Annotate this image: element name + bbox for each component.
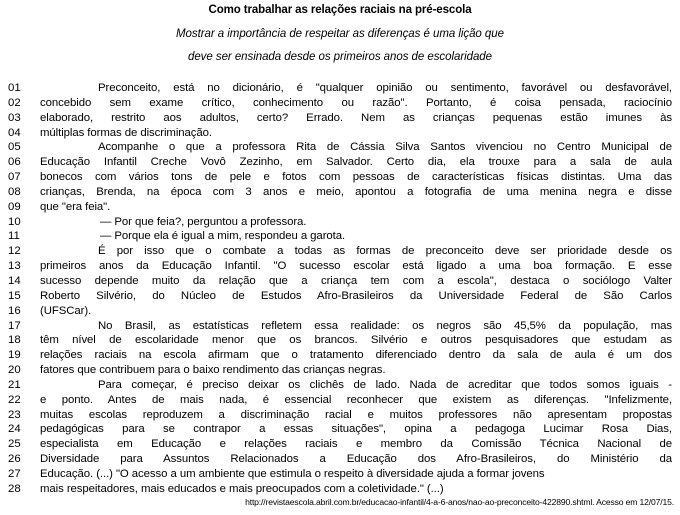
text-line	[0, 467, 680, 482]
line-number: 08	[8, 185, 21, 198]
text-line	[0, 140, 680, 155]
line-number: 20	[8, 364, 21, 377]
line-number: 17	[8, 319, 21, 332]
text-line	[0, 111, 680, 126]
numbered-text-body	[0, 81, 680, 497]
line-number: 02	[8, 96, 21, 109]
line-text: que "era feia".	[40, 200, 111, 213]
line-number: 04	[8, 126, 21, 139]
line-text: — Por que feia?, perguntou a professora.	[100, 215, 307, 228]
line-number: 23	[8, 408, 21, 421]
line-number: 06	[8, 156, 21, 169]
line-number: 05	[8, 141, 21, 154]
text-line	[0, 289, 680, 304]
line-text: fatores que contribuem para o baixo rendimento das crianças negras.	[40, 364, 386, 377]
line-text-run: Acompanhe o que a professora Rita de Cássia Silva Santos vivenciou no Centro Municipal de	[98, 141, 672, 154]
line-text	[40, 81, 672, 96]
line-text: múltiplas formas de discriminação.	[40, 126, 212, 139]
line-number: 15	[8, 289, 21, 302]
line-text: relações raciais na escola afirmam que o tratamento diferenciado dentro da sala de aula é um dos	[40, 349, 672, 362]
text-line	[0, 259, 680, 274]
line-text: crianças, Brenda, na época com 3 anos e meio, apontou a fotografia de uma menina negra e disse	[40, 185, 672, 198]
line-number: 19	[8, 349, 21, 362]
line-text: primeiros anos da Educação Infantil. "O sucesso escolar está ligado a uma boa formação. E esse	[40, 260, 672, 273]
text-line	[0, 274, 680, 289]
text-line	[0, 185, 680, 200]
text-line	[0, 200, 680, 215]
text-line	[0, 482, 680, 497]
document-subtitle-line-1: Mostrar a importância de respeitar as diferenças é uma lição que	[176, 28, 504, 40]
text-line	[0, 244, 680, 259]
line-text: (UFSCar).	[40, 304, 92, 317]
line-number: 03	[8, 111, 21, 124]
line-text	[40, 319, 672, 334]
line-number: 12	[8, 245, 21, 258]
line-number: 22	[8, 393, 21, 406]
text-line	[0, 393, 680, 408]
text-line	[0, 333, 680, 348]
line-number: 01	[8, 82, 21, 94]
line-text-run: No Brasil, as estatísticas refletem essa realidade: os negros são 45,5% da população, mas	[98, 319, 672, 332]
line-text: pedagógicas para se contrapor a essas situações", opina a pedagoga Lucimar Rosa Dias,	[40, 423, 672, 436]
line-number: 24	[8, 423, 21, 436]
page-title: Como trabalhar as relações raciais na pré-escola	[208, 4, 472, 16]
line-text-run: É por isso que o combate a todas as formas de preconceito deve ser prioridade desde os	[98, 245, 672, 258]
line-text: Educação Infantil Creche Vovô Zezinho, em Salvador. Certo dia, ela trouxe para a sala de aula	[40, 156, 672, 169]
line-text: — Porque ela é igual a mim, respondeu a garota.	[100, 230, 346, 243]
line-number: 21	[8, 378, 21, 391]
text-line	[0, 452, 680, 467]
line-text: têm nível de escolaridade menor que os brancos. Silvério e outros pesquisadores que estudam as	[40, 334, 672, 347]
text-line	[0, 363, 680, 378]
line-text	[40, 140, 672, 155]
text-line	[0, 437, 680, 452]
text-line	[0, 81, 680, 96]
line-text: mais respeitadores, mais educados e mais preocupados com a coletividade." (...)	[40, 482, 444, 495]
line-text: elaborado, restrito aos adultos, certo? Errado. Nem as crianças pequenas estão imunes às	[40, 111, 672, 124]
text-line	[0, 422, 680, 437]
line-text: Diversidade para Assuntos Relacionados a Educação dos Afro-Brasileiros, do Ministério da	[40, 453, 672, 466]
text-line	[0, 408, 680, 423]
line-text: sucesso depende muito da relação que a criança tem com a escola", destaca o sociólogo Valter	[40, 274, 672, 287]
line-number: 25	[8, 438, 21, 451]
line-number: 09	[8, 200, 21, 213]
text-line	[0, 170, 680, 185]
text-line	[0, 126, 680, 141]
line-number: 11	[8, 230, 20, 243]
text-line	[0, 304, 680, 319]
source-reference: http://revistaescola.abril.com.br/educacao-infantil/4-a-6-anos/nao-ao-preconceito-422890.shtml. Acesso em 12/07/15.	[245, 497, 674, 507]
text-line	[0, 229, 680, 244]
text-line	[0, 96, 680, 111]
line-text: concebido sem exame crítico, conhecimento ou razão". Portanto, é coisa pensada, raciocínio	[40, 96, 672, 109]
line-number: 10	[8, 215, 21, 228]
text-line	[0, 155, 680, 170]
line-text	[40, 378, 672, 393]
text-line	[0, 348, 680, 363]
line-number: 07	[8, 171, 21, 184]
line-text: e ponto. Antes de mais nada, é essencial reconhecer que existem as diferenças. "Infelizmente,	[40, 393, 672, 406]
text-line	[0, 378, 680, 393]
line-text-run: Para começar, é preciso deixar os clichês de lado. Nada de acreditar que todos somos iguais -	[98, 378, 672, 391]
line-number: 28	[8, 482, 21, 495]
text-line	[0, 215, 680, 230]
line-text: bonecos com vários tons de pele e fotos com pessoas de características físicas distintas. Uma das	[40, 171, 672, 184]
line-text-run: Preconceito, está no dicionário, é "qualquer opinião ou sentimento, favorável ou desfavorável,	[98, 82, 672, 94]
line-number: 14	[8, 274, 21, 287]
document-subtitle-line-2: deve ser ensinada desde os primeiros anos de escolaridade	[187, 51, 492, 63]
line-number: 26	[8, 453, 21, 466]
line-text: especialista em Educação e relações raciais e membro da Comissão Técnica Nacional de	[40, 438, 672, 451]
line-number: 27	[8, 467, 21, 480]
line-number: 16	[8, 304, 21, 317]
text-line	[0, 319, 680, 334]
line-text: Roberto Silvério, do Núcleo de Estudos Afro-Brasileiros da Universidade Federal de São Carlos	[40, 289, 672, 302]
line-text: muitas escolas reproduzem a discriminação racial e muitos professores não apresentam propostas	[40, 408, 672, 421]
line-text	[40, 244, 672, 259]
line-text: Educação. (...) "O acesso a um ambiente que estimula o respeito à diversidade ajuda a formar jovens	[40, 467, 545, 480]
line-number: 18	[8, 334, 21, 347]
line-number: 13	[8, 260, 21, 273]
